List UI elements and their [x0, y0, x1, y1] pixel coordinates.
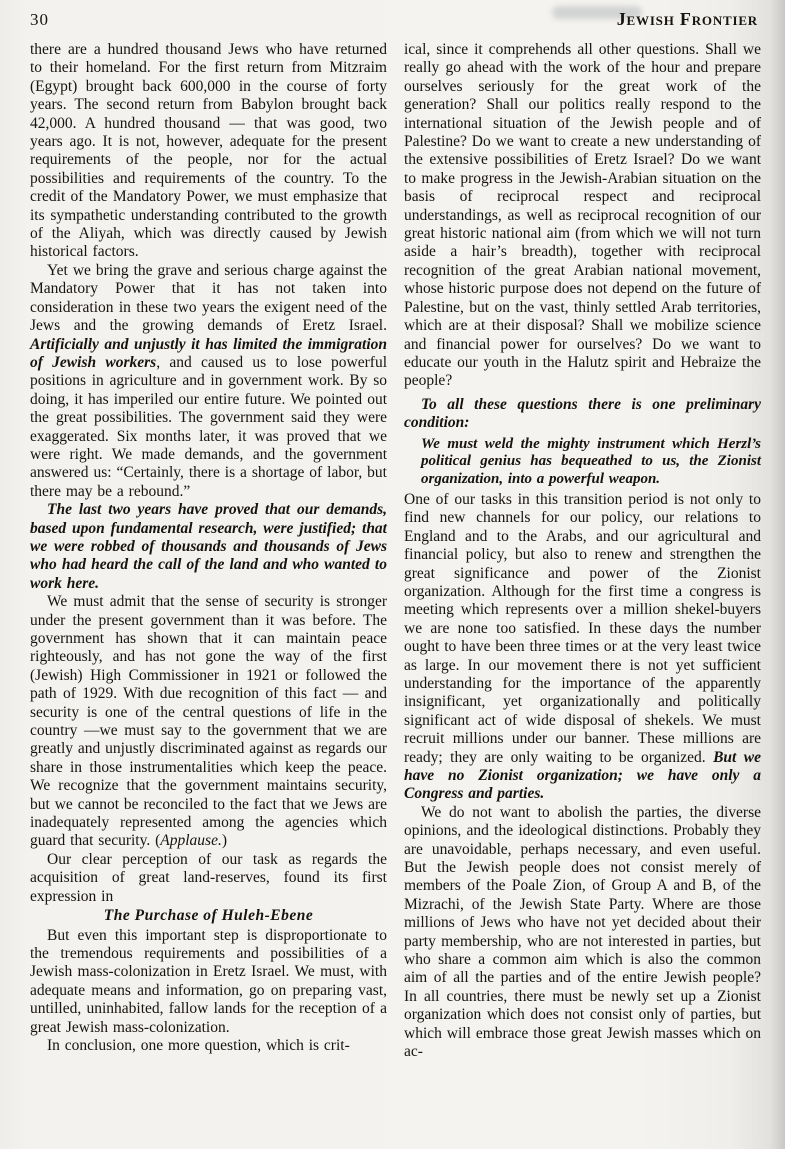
emphasis-segment: Artificially and unjustly it has limited the immigration of Jewish workers — [30, 335, 387, 371]
block-quote — [421, 436, 761, 489]
paragraph — [30, 593, 387, 851]
paragraph — [404, 491, 761, 804]
right-column — [404, 41, 761, 1062]
paragraph — [30, 262, 387, 501]
emphasis-segment: We must weld the mighty instrument which Herzl’s political genius has bequeathed to us, the Zionist organization, into a powerful weapon. — [421, 435, 761, 488]
text-segment: ical, since it comprehends all other questions. Shall we really go ahead with the work of the hour and prepare ourselves seriously for the great work of the generation? Shall our politics really respond to the international situation of the Jewish people and of Palestine? Do we want to create a new understanding of the extensive possibilities of Eretz Israel? Do we want to make progress in the Jewish-Arabian situation on the basis of reciprocal respect and reciprocal understandings, as well as reciprocal recognition of our great historic national aim (from which we will not turn aside a hair’s breadth), together with reciprocal recognition of the great Arabian national movement, whose historic purpose does not depend on the future of Palestine, but on the vast, thinly settled Arab territories, which are at their disposal? Shall we mobilize science and financial power for ourselves? Do we want to educate our youth in the Halutz spirit and Hebraize the people? — [404, 41, 761, 390]
text-segment: One of our tasks in this transition period is not only to find new channels for our policy, our relations to England and to the Arabs, and our agricultural and financial policy, but also to renew and strengthen the great significance and power of the Zionist organization. Although for the first time a congress is meeting which represents over a million shekel-buyers we are none too satisfied. In these days the number ought to have been three times or at the very least twice as large. In our movement there is not yet sufficient understanding for the importance of the apparently insignificant, yet organizationally and politically significant act of wide disposal of shekels. We must recruit millions under our banner. These millions are ready; they are only waiting to be organized. — [404, 490, 761, 766]
journal-title: Jewish Frontier — [616, 9, 758, 29]
page-header — [30, 9, 758, 30]
emphasis-segment: The last two years have proved that our demands, based upon fundamental research, were justified; that we were robbed of thousands and thousands of Jews who had heard the call of the land and who wanted to work here. — [30, 501, 387, 592]
two-column-body — [30, 41, 761, 1062]
text-segment: In conclusion, one more question, which is crit- — [47, 1036, 350, 1054]
paragraph — [30, 927, 387, 1037]
text-segment: ) — [221, 832, 227, 850]
paragraph — [30, 41, 387, 262]
paragraph — [404, 396, 761, 433]
paragraph — [30, 501, 387, 593]
emphasis-segment: To all these questions there is one preliminary condition: — [404, 395, 761, 432]
paragraph — [30, 1037, 387, 1055]
paragraph — [404, 41, 761, 391]
emphasis-segment: Applause. — [160, 832, 222, 850]
page-number: 30 — [30, 10, 49, 29]
paragraph — [404, 804, 761, 1062]
text-segment: Our clear perception of our task as regards the acquisition of great land-reserves, found its first expression in — [30, 850, 387, 905]
paragraph — [30, 851, 387, 906]
left-column — [30, 41, 387, 1062]
text-segment: Yet we bring the grave and serious charge against the Mandatory Power that it has not taken into consideration in these two years the exigent need of the Jews and the growing demands of Eretz Israel. — [30, 261, 387, 335]
text-segment: , and caused us to lose powerful positions in agriculture and in government work. By so doing, it has imperiled our entire future. We pointed out the great possibilities. The government said they were exaggerated. Six months later, it was proved that we were right. We made demands, and the government answered us: “Certainly, there is a shortage of labor, but there may be a rebound.” — [30, 353, 388, 500]
section-heading: The Purchase of Huleh-Ebene — [103, 907, 314, 925]
text-segment: But even this important step is disproportionate to the tremendous requirements and possibilities of a Jewish mass-colonization in Eretz Israel. We must, with adequate means and information, go on preparing vast, untilled, uninhabited, fallow lands for the reception of a great Jewish mass-colonization. — [30, 926, 387, 1036]
text-segment: We must admit that the sense of security is stronger under the present government than it was before. The government has shown that it can maintain peace righteously, and has not gone the way of the first (Jewish) High Commissioner in 1921 or followed the path of 1929. With due recognition of this fact — and security is one of the central questions of life in the country —we must say to the government that we are greatly and unjustly discriminated against as regards our share in those instrumentalities which keep the peace. We recognize that the government maintains security, but we cannot be reconciled to the fact that we Jews are inadequately represented among the agencies which guard that security. ( — [30, 593, 387, 850]
emphasis-segment: But we have no Zionist organization; we have only a Congress and parties. — [404, 748, 761, 803]
text-segment: We do not want to abolish the parties, the diverse opinions, and the ideological distinctions. Probably they are unavoidable, perhaps necessary, and even useful. But the Jewish people does not consist merely of members of the Poale Zion, of Group A and B, of the Mizrachi, of the Jewish State Party. Where are those millions of Jews who have not yet decided about their party membership, who are not interested in parties, but who share a common aim which is also the common aim of all the parties and of the entire Jewish people? In all countries, there must be newly set up a Zionist organization which does not consist only of parties, but which will embrace those great Jewish masses which on ac- — [404, 803, 761, 1061]
text-segment: there are a hundred thousand Jews who have returned to their homeland. For the first return from Mitzraim (Egypt) brought back 600,000 in the course of forty years. The second return from Babylon brought back 42,000. A hundred thousand — that was good, two years ago. It is not, however, adequate for the present requirements of the people, nor for the actual possibilities and requirements of the country. To the credit of the Mandatory Power, we must emphasize that its sympathetic understanding contributed to the growth of the Aliyah, which was directly caused by Jewish historical factors. — [30, 41, 387, 261]
